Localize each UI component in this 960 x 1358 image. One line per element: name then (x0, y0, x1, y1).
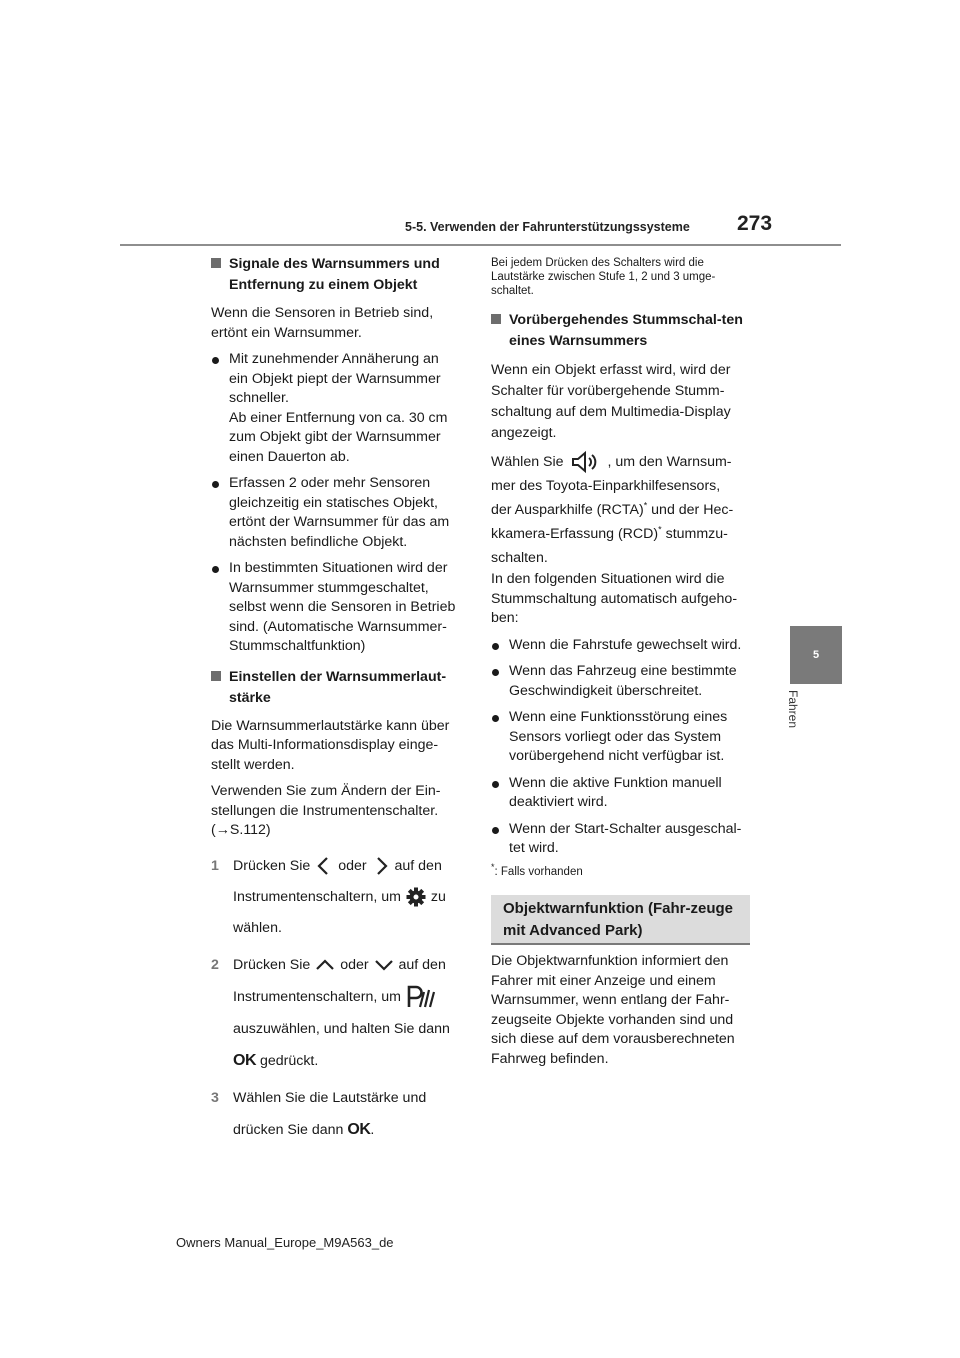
step-text: oder (340, 956, 369, 973)
left-column (211, 254, 461, 1146)
bullet-item (491, 662, 749, 701)
step-text: drücken Sie dann (233, 1121, 344, 1138)
heading-text: Einstellen der Warnsummerlaut-stärke (229, 668, 447, 706)
heading-buzzer-signals (211, 254, 461, 296)
step-text: Drücken Sie (233, 857, 311, 874)
bullet-text: Wenn die aktive Funktion manuell deaktiviert wird. (509, 774, 722, 811)
bullet-dot (492, 643, 499, 650)
bullet-item (211, 350, 461, 467)
paragraph-text: mer des Toyota-Einparkhilfesensors, (491, 478, 721, 495)
bullet-dot (492, 827, 499, 834)
bullet-dot (212, 357, 219, 364)
chapter-label (786, 690, 800, 750)
footnote (491, 861, 749, 879)
step-number: 2 (211, 956, 219, 973)
bullet-item (211, 474, 461, 552)
step-text: auf den (394, 857, 442, 874)
step-text: Instrumentenschaltern, um (233, 988, 401, 1005)
heading-marker (491, 314, 501, 324)
paragraph: In den folgenden Situationen wird die Stummschaltung automatisch aufgeho-ben: (491, 571, 738, 627)
footnote-marker: * (643, 500, 648, 511)
ok-icon: OK (347, 1120, 371, 1138)
paragraph-text: stummzu- (661, 526, 728, 543)
bullet-text: Wenn das Fahrzeug eine bestimmte Geschwindigkeit überschreitet. (509, 663, 737, 699)
heading-text: Vorübergehendes Stummschal-ten eines Warnsummers (509, 312, 743, 349)
step-text: auszuwählen, und halten Sie dann (233, 1020, 450, 1037)
header-divider (120, 244, 841, 246)
bullet-dot (212, 481, 219, 488)
step-number: 1 (211, 857, 219, 874)
paragraph: Die Warnsummerlautstärke kann über das Multi-Informationsdisplay einge-stellt werden. (211, 717, 450, 773)
paragraph-text: und der Hec- (647, 502, 734, 519)
paragraph-text: Verwenden Sie zum Ändern der Ein-stellungen die Instrumentenschalter. (211, 783, 441, 819)
ok-icon: OK (233, 1051, 256, 1069)
bullet-text: Wenn der Start-Schalter ausgeschal-tet wird. (509, 820, 742, 857)
bullet-dot (492, 715, 499, 722)
note: Bei jedem Drücken des Schalters wird die Lautstärke zwischen Stufe 1, 2 und 3 umge-schaltet. (491, 257, 716, 297)
bullet-item (491, 708, 749, 767)
page-reference: (→S.112) (211, 822, 271, 838)
paragraph-mute-instructions (491, 450, 749, 570)
parking-sensor-icon (405, 984, 439, 1010)
paragraph: Wenn die Sensoren in Betrieb sind, ertönt ein Warnsummer. (211, 305, 434, 341)
bullet-dot (492, 781, 499, 788)
paragraph-text: Wählen Sie (491, 454, 564, 470)
footer-text: Owners Manual_Europe_M9A563_de (176, 1235, 394, 1250)
bullet-dot (492, 669, 499, 676)
step-2 (211, 949, 461, 1077)
bullet-item (491, 636, 749, 656)
step-text: Wählen Sie die Lautstärke und (233, 1089, 427, 1106)
step-text: auf den (398, 956, 446, 973)
bullet-item (491, 774, 749, 813)
step-1 (211, 851, 461, 944)
step-number: 3 (211, 1089, 219, 1106)
bullet-text: Erfassen 2 oder mehr Sensoren gleichzeitig ein statisches Objekt, ertönt der Warnsummer für das am nächsten befindliche Objekt. (229, 475, 450, 550)
paragraph-text: der Ausparkhilfe (RCTA) (491, 502, 644, 519)
heading-marker (211, 671, 221, 681)
bullet-item (211, 559, 461, 657)
step-text: . (370, 1121, 375, 1138)
step-text: Instrumentenschaltern, um (233, 888, 401, 905)
step-text: oder (338, 857, 367, 874)
chapter-tab: 5 (790, 626, 842, 684)
step-text: Drücken Sie (233, 956, 311, 973)
step-text: zu (430, 888, 446, 905)
object-warning-paragraph: Die Objektwarnfunktion informiert den Fahrer mit einer Anzeige und einem Warnsummer, wenn entlang der Fahr-zeugseite Objekte vorhanden sind und sich diese auf dem vorausberechneten Fahrweg befinden. (491, 953, 735, 1067)
chevron-left-icon (314, 855, 334, 877)
step-text: wählen. (233, 919, 282, 936)
bullet-text: Wenn eine Funktionsstörung eines Sensors vorliegt oder das System vorübergehend nicht verfügbar ist. (509, 709, 728, 765)
chapter-label-text: Fahren (786, 690, 800, 729)
bullet-text: Wenn die Fahrstufe gewechselt wird. (509, 636, 742, 653)
heading-text: Signale des Warnsummers und Entfernung zu einem Objekt (229, 256, 440, 293)
heading-volume (211, 667, 461, 709)
chevron-up-icon (314, 957, 336, 973)
paragraph-text: schalten. (491, 550, 548, 567)
step-3 (211, 1082, 461, 1146)
bullet-item (491, 820, 749, 859)
gear-icon (405, 886, 427, 908)
page-number: 273 (737, 212, 773, 235)
footnote-marker: * (491, 861, 495, 872)
step-text: gedrückt. (259, 1052, 319, 1069)
heading-mute (491, 310, 749, 352)
section-heading-box: Objektwarnfunktion (Fahr-zeuge mit Advanced Park) (491, 895, 750, 945)
speaker-icon (568, 450, 604, 474)
section-title: 5-5. Verwenden der Fahrunterstützungssysteme (405, 220, 690, 234)
paragraph-text: kkamera-Erfassung (RCD) (491, 526, 659, 543)
chevron-right-icon (371, 855, 391, 877)
chevron-down-icon (373, 957, 395, 973)
footnote-text: : Falls vorhanden (494, 865, 583, 878)
bullet-text: In bestimmten Situationen wird der Warnsummer stummgeschaltet, selbst wenn die Sensoren in Betrieb sind. (Automatische Warnsummer-Stummschaltfunktion) (229, 560, 456, 654)
heading-marker (211, 258, 221, 268)
paragraph-text: , um den Warnsum- (607, 454, 732, 470)
bullet-text: Mit zunehmender Annäherung an ein Objekt piept der Warnsummer schneller. (229, 351, 441, 406)
paragraph: Wenn ein Objekt erfasst wird, wird der Schalter für vorübergehende Stumm-schaltung auf dem Multimedia-Display angezeigt. (491, 362, 731, 441)
paragraph (211, 782, 461, 841)
footnote-marker: * (658, 524, 662, 535)
bullet-dot (212, 566, 219, 573)
bullet-text: Ab einer Entfernung von ca. 30 cm zum Objekt gibt der Warnsummer einen Dauerton ab. (229, 409, 448, 465)
right-column (491, 256, 749, 879)
